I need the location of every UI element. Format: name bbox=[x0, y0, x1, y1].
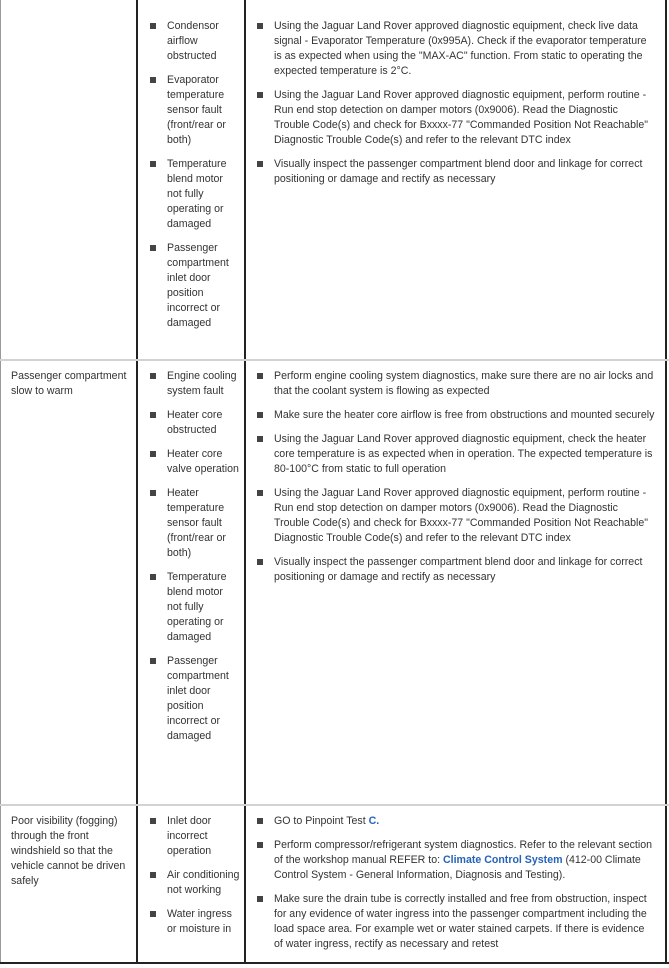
list-item: Engine cooling system fault bbox=[150, 369, 240, 399]
causes-cell bbox=[150, 19, 240, 340]
bullet-icon bbox=[257, 842, 263, 848]
causes-list bbox=[150, 369, 240, 744]
list-item: Using the Jaguar Land Rover approved diagnostic equipment, check the heater core temperature is as expected when in operation. The expected temperature is 80-100°C from static to full operation bbox=[257, 432, 655, 477]
list-item: Passenger compartment inlet door position incorrect or damaged bbox=[150, 241, 240, 331]
actions-cell bbox=[257, 19, 655, 196]
list-item: GO to Pinpoint Test C. bbox=[257, 814, 655, 829]
condition-text: Poor visibility (fogging) through the front windshield so that the vehicle cannot be driven safely bbox=[11, 815, 126, 887]
actions-list bbox=[257, 19, 655, 187]
list-item: Perform compressor/refrigerant system diagnostics. Refer to the relevant section of the workshop manual REFER to: Climate Control System (412-00 Climate Control System - General Information, Diagnosis and Testing). bbox=[257, 838, 655, 883]
list-item: Inlet door incorrect operation bbox=[150, 814, 240, 859]
list-item: Make sure the heater core airflow is free from obstructions and mounted securely bbox=[257, 408, 655, 423]
bullet-icon bbox=[150, 574, 156, 580]
list-item: Perform engine cooling system diagnostics, make sure there are no air locks and that the coolant system is flowing as expected bbox=[257, 369, 655, 399]
bullet-icon bbox=[257, 818, 263, 824]
causes-list bbox=[150, 814, 240, 937]
bullet-icon bbox=[150, 412, 156, 418]
column-divider bbox=[136, 0, 138, 963]
column-divider bbox=[0, 0, 1, 963]
table-bottom-border bbox=[0, 962, 669, 964]
actions-list bbox=[257, 369, 655, 585]
bullet-icon bbox=[150, 245, 156, 251]
bullet-icon bbox=[150, 161, 156, 167]
causes-cell bbox=[150, 814, 240, 946]
list-item: Temperature blend motor not fully operating or damaged bbox=[150, 157, 240, 232]
list-item: Evaporator temperature sensor fault (front/rear or both) bbox=[150, 73, 240, 148]
list-item: Air conditioning not working bbox=[150, 868, 240, 898]
list-item: Heater temperature sensor fault (front/rear or both) bbox=[150, 486, 240, 561]
pinpoint-test-c-link[interactable]: C. bbox=[368, 815, 380, 827]
climate-control-system-link[interactable]: Climate Control System bbox=[443, 854, 563, 866]
actions-cell bbox=[257, 369, 655, 594]
row-divider bbox=[0, 359, 669, 361]
causes-cell bbox=[150, 369, 240, 753]
list-item: Heater core valve operation bbox=[150, 447, 240, 477]
bullet-icon bbox=[150, 373, 156, 379]
list-item: Using the Jaguar Land Rover approved diagnostic equipment, perform routine - Run end stop detection on damper motors (0x9006). Read the Diagnostic Trouble Code(s) and check for Bxxxx-77 "Commanded Position Not Reachable" Diagnostic Trouble Code(s) and refer to the relevant DTC index bbox=[257, 486, 655, 546]
causes-list bbox=[150, 19, 240, 331]
bullet-icon bbox=[150, 911, 156, 917]
list-item: Using the Jaguar Land Rover approved diagnostic equipment, check live data signal - Evaporator Temperature (0x995A). Check if the evaporator temperature is as expected when using the "MAX-AC" function. From static to operating the expected temperature is 2°C. bbox=[257, 19, 655, 79]
list-item: Visually inspect the passenger compartment blend door and linkage for correct positioning or damage and rectify as necessary bbox=[257, 157, 655, 187]
list-item: Passenger compartment inlet door position incorrect or damaged bbox=[150, 654, 240, 744]
bullet-icon bbox=[257, 373, 263, 379]
bullet-icon bbox=[257, 896, 263, 902]
bullet-icon bbox=[257, 412, 263, 418]
list-item: Make sure the drain tube is correctly installed and free from obstruction, inspect for any evidence of water ingress into the passenger compartment including the load space area. For example wet or water stained carpets. If there is evidence of water ingress, rectify as necessary and retest bbox=[257, 892, 655, 952]
bullet-icon bbox=[150, 23, 156, 29]
bullet-icon bbox=[150, 658, 156, 664]
bullet-icon bbox=[257, 92, 263, 98]
condition-text: Passenger compartment slow to warm bbox=[11, 370, 127, 397]
list-item: Temperature blend motor not fully operating or damaged bbox=[150, 570, 240, 645]
actions-list bbox=[257, 814, 655, 952]
bullet-icon bbox=[257, 559, 263, 565]
bullet-icon bbox=[150, 77, 156, 83]
column-divider bbox=[665, 0, 667, 963]
bullet-icon bbox=[150, 818, 156, 824]
bullet-icon bbox=[150, 872, 156, 878]
bullet-icon bbox=[257, 490, 263, 496]
list-item: Heater core obstructed bbox=[150, 408, 240, 438]
bullet-icon bbox=[257, 23, 263, 29]
row-divider bbox=[0, 804, 669, 806]
condition-cell bbox=[11, 369, 129, 399]
list-item: Using the Jaguar Land Rover approved diagnostic equipment, perform routine - Run end stop detection on damper motors (0x9006). Read the Diagnostic Trouble Code(s) and check for Bxxxx-77 "Commanded Position Not Reachable" Diagnostic Trouble Code(s) and refer to the relevant DTC index bbox=[257, 88, 655, 148]
bullet-icon bbox=[150, 490, 156, 496]
list-item: Condensor airflow obstructed bbox=[150, 19, 240, 64]
condition-cell bbox=[11, 814, 129, 889]
list-item: Visually inspect the passenger compartment blend door and linkage for correct positioning or damage and rectify as necessary bbox=[257, 555, 655, 585]
bullet-icon bbox=[150, 451, 156, 457]
list-item: Water ingress or moisture in bbox=[150, 907, 240, 937]
actions-cell bbox=[257, 814, 655, 961]
bullet-icon bbox=[257, 161, 263, 167]
column-divider bbox=[244, 0, 246, 963]
bullet-icon bbox=[257, 436, 263, 442]
